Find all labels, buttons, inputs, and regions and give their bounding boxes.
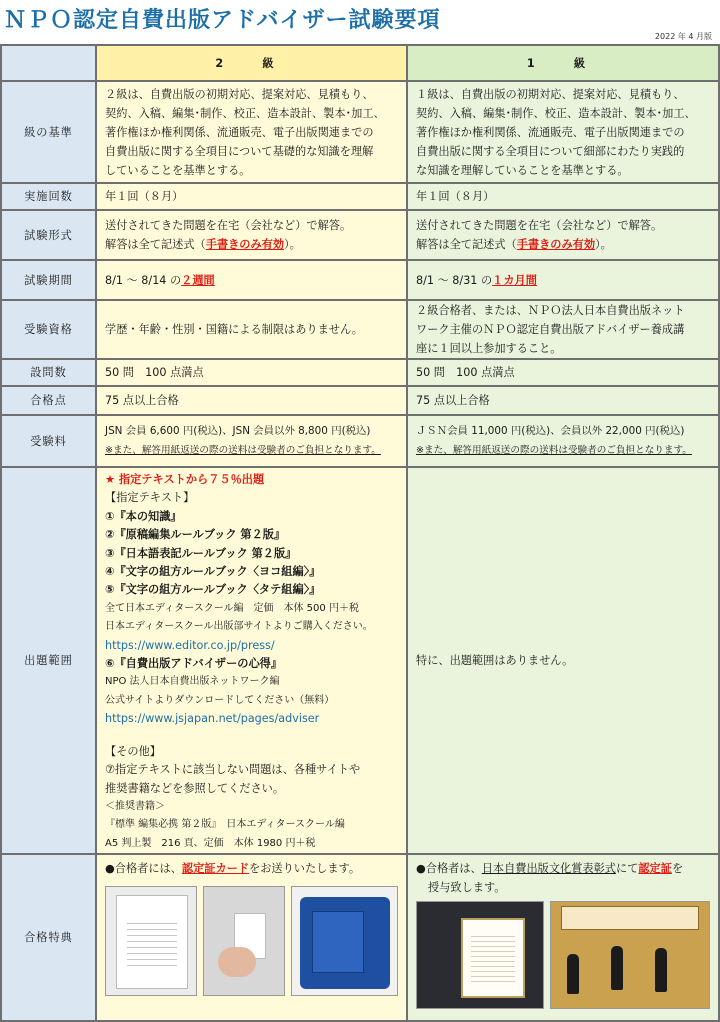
period-row bbox=[1, 260, 719, 300]
benefits-label: 合格特典 bbox=[1, 854, 96, 1021]
period-level1 bbox=[407, 260, 719, 300]
criteria-l2-line: 自費出版に関する全項目について基礎的な知識を理解 bbox=[105, 144, 374, 158]
wallet-pocket bbox=[312, 911, 364, 973]
handwritten-only-note: 手書きのみ有効 bbox=[516, 238, 596, 251]
scope-recommend-label: ＜推奨書籍＞ bbox=[105, 800, 165, 812]
benefits-l1-line2: 授与致します。 bbox=[428, 881, 506, 895]
criteria-l2-line: 著作権ほか権利関係、流通販売、電子出版関連までの bbox=[105, 125, 374, 139]
handwritten-only-note: 手書きのみ有効 bbox=[205, 238, 285, 251]
benefits-l2-post: をお送りいたします。 bbox=[249, 862, 361, 876]
criteria-l1-line: 著作権ほか権利関係、流通販売、電子出版関連までの bbox=[416, 125, 685, 139]
frequency-label: 実施回数 bbox=[1, 183, 96, 210]
fee-l1-amount: ＪＳＮ会員 11,000 円(税込)、会員以外 22,000 円(税込) bbox=[416, 425, 685, 437]
scope-book-1: ①『本の知識』 bbox=[105, 509, 182, 523]
eligibility-l1-line: 座に１回以上参加すること。 bbox=[416, 342, 562, 355]
eligibility-level2: 学歴・年齢・性別・国籍による制限はありません。 bbox=[96, 300, 407, 359]
benefits-row bbox=[1, 854, 719, 1021]
scope-publisher: 全て日本エディタースクール編 定価 本体 500 円＋税 bbox=[105, 602, 359, 614]
scope-spacer bbox=[105, 729, 398, 743]
certificate-card-lines bbox=[127, 918, 177, 968]
edition-date: 2022 年 4 月版 bbox=[654, 32, 712, 41]
scope-headline: ★ 指定テキストから７５％出題 bbox=[105, 473, 265, 486]
scope-book-4: ④『文字の組方ルールブック〈ヨコ組編〉』 bbox=[105, 565, 321, 579]
scope-book-3: ③『日本語表記ルールブック 第２版』 bbox=[105, 546, 297, 560]
ceremony-photos bbox=[416, 901, 710, 1009]
criteria-row bbox=[1, 81, 719, 183]
ceremony-banner-image bbox=[561, 906, 699, 930]
benefits-l1-mid: にて bbox=[615, 862, 639, 876]
format-pre: 解答は全て記述式（ bbox=[105, 238, 206, 251]
period-label: 試験期間 bbox=[1, 260, 96, 300]
questions-row bbox=[1, 359, 719, 386]
scope-level2 bbox=[96, 467, 407, 854]
corner-cell bbox=[1, 45, 96, 81]
pass-level2: 75 点以上合格 bbox=[96, 386, 407, 415]
eligibility-l1-line: ２級合格者、または、ＮＰＯ法人日本自費出版ネット bbox=[416, 304, 685, 317]
scope-book-5: ⑤『文字の組方ルールブック〈タテ組編〉』 bbox=[105, 583, 321, 597]
format-line2 bbox=[416, 235, 710, 254]
benefits-l2-text bbox=[105, 859, 398, 878]
format-post: ）。 bbox=[284, 238, 301, 251]
criteria-l2-line: していることを基準とする。 bbox=[105, 163, 251, 177]
framed-certificate-image bbox=[461, 918, 525, 998]
format-line2 bbox=[105, 235, 398, 254]
jsjapan-adviser-link[interactable]: https://www.jsjapan.net/pages/adviser bbox=[105, 712, 320, 726]
benefits-level1 bbox=[407, 854, 719, 1021]
scope-label: 出題範囲 bbox=[1, 467, 96, 854]
recipient-figure bbox=[655, 948, 667, 992]
period-l1-range: 8/1 ～ 8/31 の bbox=[416, 273, 493, 287]
criteria-l1-line: 契約、入稿、編集･制作、校正、造本設計、製本･加工、 bbox=[416, 106, 696, 120]
scope-purchase: 日本エディタースクール出版部サイトよりご購入ください。 bbox=[105, 621, 373, 633]
fee-note: ※また、解答用紙返送の際の送料は受験者のご負担となります。 bbox=[416, 445, 692, 456]
level1-heading: 1 級 bbox=[407, 45, 719, 81]
certificate-card-text: 認定証カード bbox=[181, 862, 250, 876]
wallet-photo bbox=[291, 886, 398, 996]
pass-level1: 75 点以上合格 bbox=[407, 386, 719, 415]
scope-book-2: ②『原稿編集ルールブック 第２版』 bbox=[105, 528, 286, 542]
questions-label: 設問数 bbox=[1, 359, 96, 386]
criteria-level2 bbox=[96, 81, 407, 183]
format-post: ）。 bbox=[595, 238, 612, 251]
scope-recommend-spec: A5 判上製 216 頁、定価 本体 1980 円＋税 bbox=[105, 837, 316, 849]
award-ceremony-text: 日本自費出版文化賞表彰式 bbox=[481, 862, 616, 876]
criteria-label: 級の基準 bbox=[1, 81, 96, 183]
scope-recommend-book: 『標準 編集必携 第２版』 日本エディタースクール編 bbox=[105, 819, 345, 831]
eligibility-row bbox=[1, 300, 719, 359]
format-line1: 送付されてきた問題を在宅（会社など）で解答。 bbox=[105, 219, 352, 232]
period-l1-duration: １カ月間 bbox=[492, 273, 537, 287]
level2-heading: 2 級 bbox=[96, 45, 407, 81]
questions-level2: 50 問 100 点満点 bbox=[96, 359, 407, 386]
benefits-l1-text bbox=[416, 859, 710, 878]
presenter-figure bbox=[611, 946, 623, 990]
questions-level1: 50 問 100 点満点 bbox=[407, 359, 719, 386]
framed-certificate-lines bbox=[471, 932, 515, 986]
criteria-l2-line: 契約、入稿、編集･制作、校正、造本設計、製本･加工、 bbox=[105, 106, 385, 120]
fee-level1 bbox=[407, 415, 719, 467]
fee-row bbox=[1, 415, 719, 467]
benefits-level2 bbox=[96, 854, 407, 1021]
format-level1 bbox=[407, 210, 719, 260]
period-l2-duration: ２週間 bbox=[181, 273, 215, 287]
wallet-image bbox=[300, 897, 390, 989]
fee-level2 bbox=[96, 415, 407, 467]
frequency-level2: 年１回（８月） bbox=[96, 183, 407, 210]
exam-table bbox=[0, 44, 720, 1022]
certificate-text: 認定証 bbox=[638, 862, 672, 876]
hand-image bbox=[218, 947, 256, 977]
card-in-hand-photo bbox=[203, 886, 285, 996]
certificate-card-image bbox=[116, 895, 188, 989]
criteria-l1-line: な知識を理解していることを基準とする。 bbox=[416, 163, 629, 177]
frequency-level1: 年１回（８月） bbox=[407, 183, 719, 210]
frequency-row bbox=[1, 183, 719, 210]
page-title: ＮＰＯ認定自費出版アドバイザー試験要項 bbox=[4, 8, 441, 33]
criteria-l1-line: １級は、自費出版の初期対応、提案対応、見積もり、 bbox=[416, 87, 685, 101]
scope-book6-publisher: NPO 法人日本自費出版ネットワーク編 bbox=[105, 676, 280, 688]
fee-note: ※また、解答用紙返送の際の送料は受験者のご負担となります。 bbox=[105, 445, 381, 456]
criteria-l1-line: 自費出版に関する全項目について細部にわたり実践的 bbox=[416, 144, 685, 158]
scope-other-line: 推奨書籍などを参照してください。 bbox=[105, 781, 285, 795]
format-line1: 送付されてきた問題を在宅（会社など）で解答。 bbox=[416, 219, 663, 232]
fee-label: 受験料 bbox=[1, 415, 96, 467]
attendee-figure bbox=[567, 954, 579, 994]
benefits-l1-post: を bbox=[671, 862, 684, 876]
format-pre: 解答は全て記述式（ bbox=[416, 238, 517, 251]
certificate-card-photos bbox=[105, 886, 398, 996]
period-l2-range: 8/1 ～ 8/14 の bbox=[105, 273, 182, 287]
eligibility-l1-line: ワーク主催のＮＰＯ認定自費出版アドバイザー養成講 bbox=[416, 323, 685, 336]
award-ceremony-photo bbox=[550, 901, 710, 1009]
fee-l2-amount: JSN 会員 6,600 円(税込)、JSN 会員以外 8,800 円(税込) bbox=[105, 425, 371, 437]
scope-other-label: 【その他】 bbox=[105, 744, 161, 758]
scope-download: 公式サイトよりダウンロードしてください（無料） bbox=[105, 694, 335, 706]
scope-book-6: ⑥『自費出版アドバイザーの心得』 bbox=[105, 657, 283, 671]
benefits-l1-pre: ●合格者は、 bbox=[416, 862, 482, 876]
scope-texts-label: 【指定テキスト】 bbox=[105, 491, 195, 505]
pass-label: 合格点 bbox=[1, 386, 96, 415]
benefits-l2-pre: ●合格者には、 bbox=[105, 862, 182, 876]
format-row bbox=[1, 210, 719, 260]
certificate-frame-photo bbox=[416, 901, 544, 1009]
header-row bbox=[1, 45, 719, 81]
pass-row bbox=[1, 386, 719, 415]
period-level2 bbox=[96, 260, 407, 300]
scope-other-line: ⑦指定テキストに該当しない問題は、各種サイトや bbox=[105, 763, 361, 777]
certificate-card-photo bbox=[105, 886, 197, 996]
editor-press-link[interactable]: https://www.editor.co.jp/press/ bbox=[105, 638, 275, 652]
eligibility-label: 受験資格 bbox=[1, 300, 96, 359]
scope-level1: 特に、出題範囲はありません。 bbox=[407, 467, 719, 854]
format-level2 bbox=[96, 210, 407, 260]
criteria-level1 bbox=[407, 81, 719, 183]
format-label: 試験形式 bbox=[1, 210, 96, 260]
eligibility-level1 bbox=[407, 300, 719, 359]
criteria-l2-line: ２級は、自費出版の初期対応、提案対応、見積もり、 bbox=[105, 87, 374, 101]
scope-row bbox=[1, 467, 719, 854]
